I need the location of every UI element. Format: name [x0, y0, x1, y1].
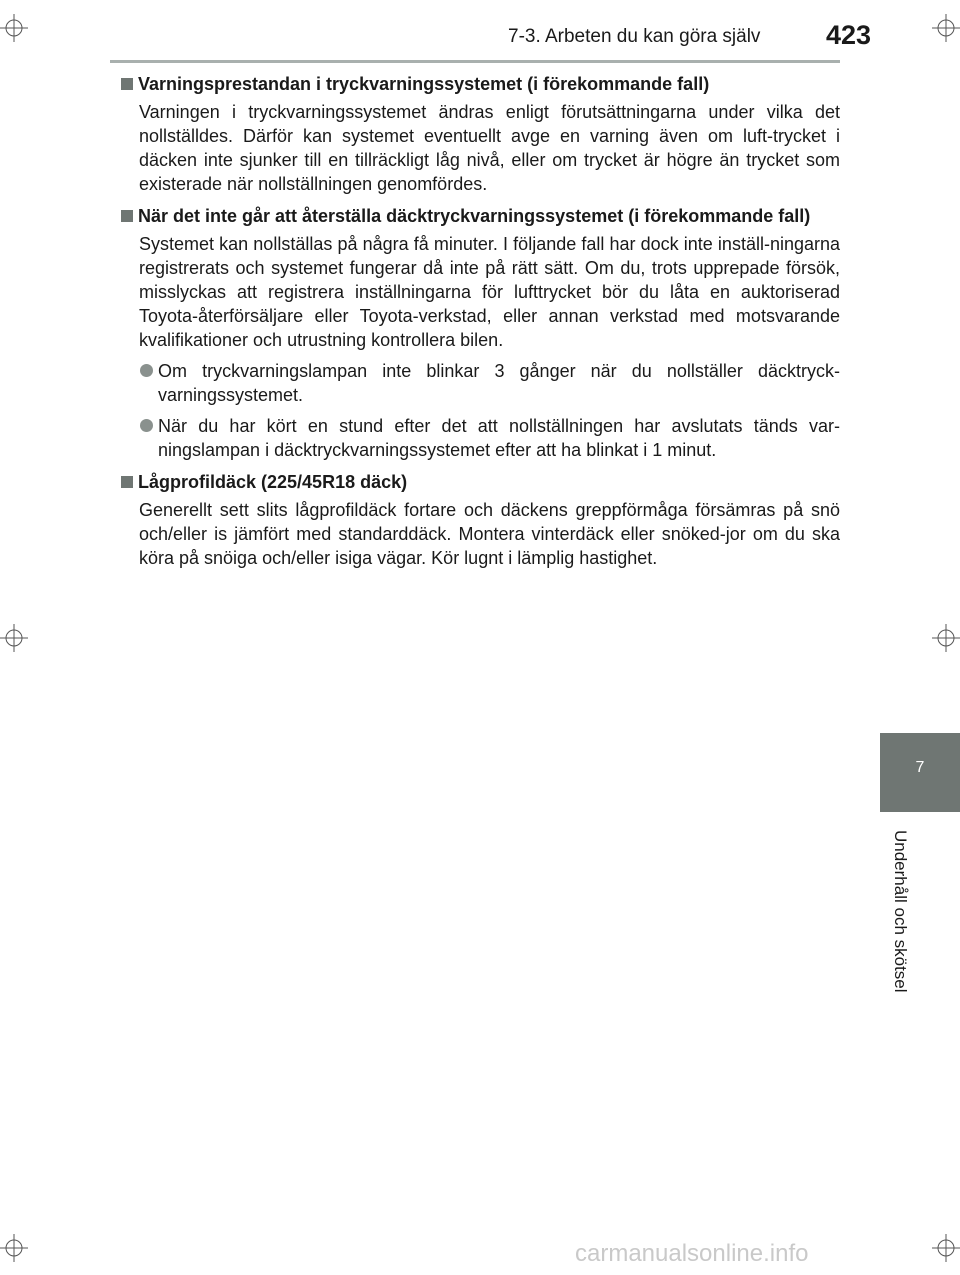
section-heading: [120, 72, 840, 97]
square-bullet-icon: [121, 78, 133, 90]
section-paragraph: Systemet kan nollställas på några få minuter. I följande fall har dock inte inställ-ningarna registrerats och systemet fungerar då inte på rätt sätt. Om du, trots upprepade försök, misslyckas att registrera inställningarna för lufttrycket bör du låta en auktoriserad Toyota-återförsäljare eller Toyota-verkstad, eller annan verkstad med motsvarande kvalifikationer och utrustning kontrollera bilen.: [139, 234, 840, 350]
crop-mark-icon: [0, 14, 28, 42]
chapter-title: 7-3. Arbeten du kan göra själv: [508, 26, 761, 47]
section-reset-failure: [120, 204, 840, 462]
chapter-number: 7: [915, 759, 925, 776]
chapter-side-label: [884, 830, 912, 1050]
chapter-side-label-text: Underhåll och skötsel: [891, 830, 910, 993]
page-number: 423: [826, 20, 872, 50]
square-bullet-icon: [121, 210, 133, 222]
section-paragraph: Generellt sett slits lågprofildäck fortare och däckens greppförmåga försämras på snö och/eller is jämfört med standarddäck. Montera vinterdäck eller snöked-jor om du ska köra på snöiga och/eller isiga vägar. Kör lugnt i lämplig hastighet.: [139, 500, 840, 568]
circle-bullet-icon: [140, 364, 153, 377]
crop-mark-icon: [932, 1234, 960, 1262]
list-item-text: När du har kört en stund efter det att nollställningen har avslutats tänds var-ningslampan i däcktryckvarningssystemet efter att ha blinkat i 1 minut.: [158, 416, 840, 460]
section-heading: [120, 470, 840, 495]
section-heading-text: När det inte går att återställa däcktryckvarningssystemet (i förekommande fall): [138, 206, 811, 226]
page-content: [120, 72, 840, 578]
square-bullet-icon: [121, 476, 133, 488]
circle-bullet-icon: [140, 419, 153, 432]
list-item: [120, 359, 840, 407]
crop-mark-icon: [932, 14, 960, 42]
list-item: [120, 414, 840, 462]
section-heading: [120, 204, 840, 229]
crop-mark-icon: [0, 624, 28, 652]
chapter-tab: [880, 733, 960, 812]
section-low-profile-tires: [120, 470, 840, 570]
crop-mark-icon: [932, 624, 960, 652]
crop-mark-icon: [0, 1234, 28, 1262]
section-paragraph: Varningen i tryckvarningssystemet ändras enligt förutsättningarna under vilka det nollställdes. Därför kan systemet eventuellt avge en varning även om luft-trycket i däcken inte sjunker till en tillräckligt låg nivå, eller om trycket är högre än trycket som existerade när nollställningen genomfördes.: [139, 102, 840, 194]
section-heading-text: Lågprofildäck (225/45R18 däck): [138, 472, 408, 492]
watermark: carmanualsonline.info: [575, 1240, 809, 1267]
section-warning-performance: [120, 72, 840, 196]
section-heading-text: Varningsprestandan i tryckvarningssystemet (i förekommande fall): [138, 74, 710, 94]
list-item-text: Om tryckvarningslampan inte blinkar 3 gånger när du nollställer däcktryck-varningssystemet.: [158, 361, 840, 405]
header-divider: [110, 60, 840, 63]
